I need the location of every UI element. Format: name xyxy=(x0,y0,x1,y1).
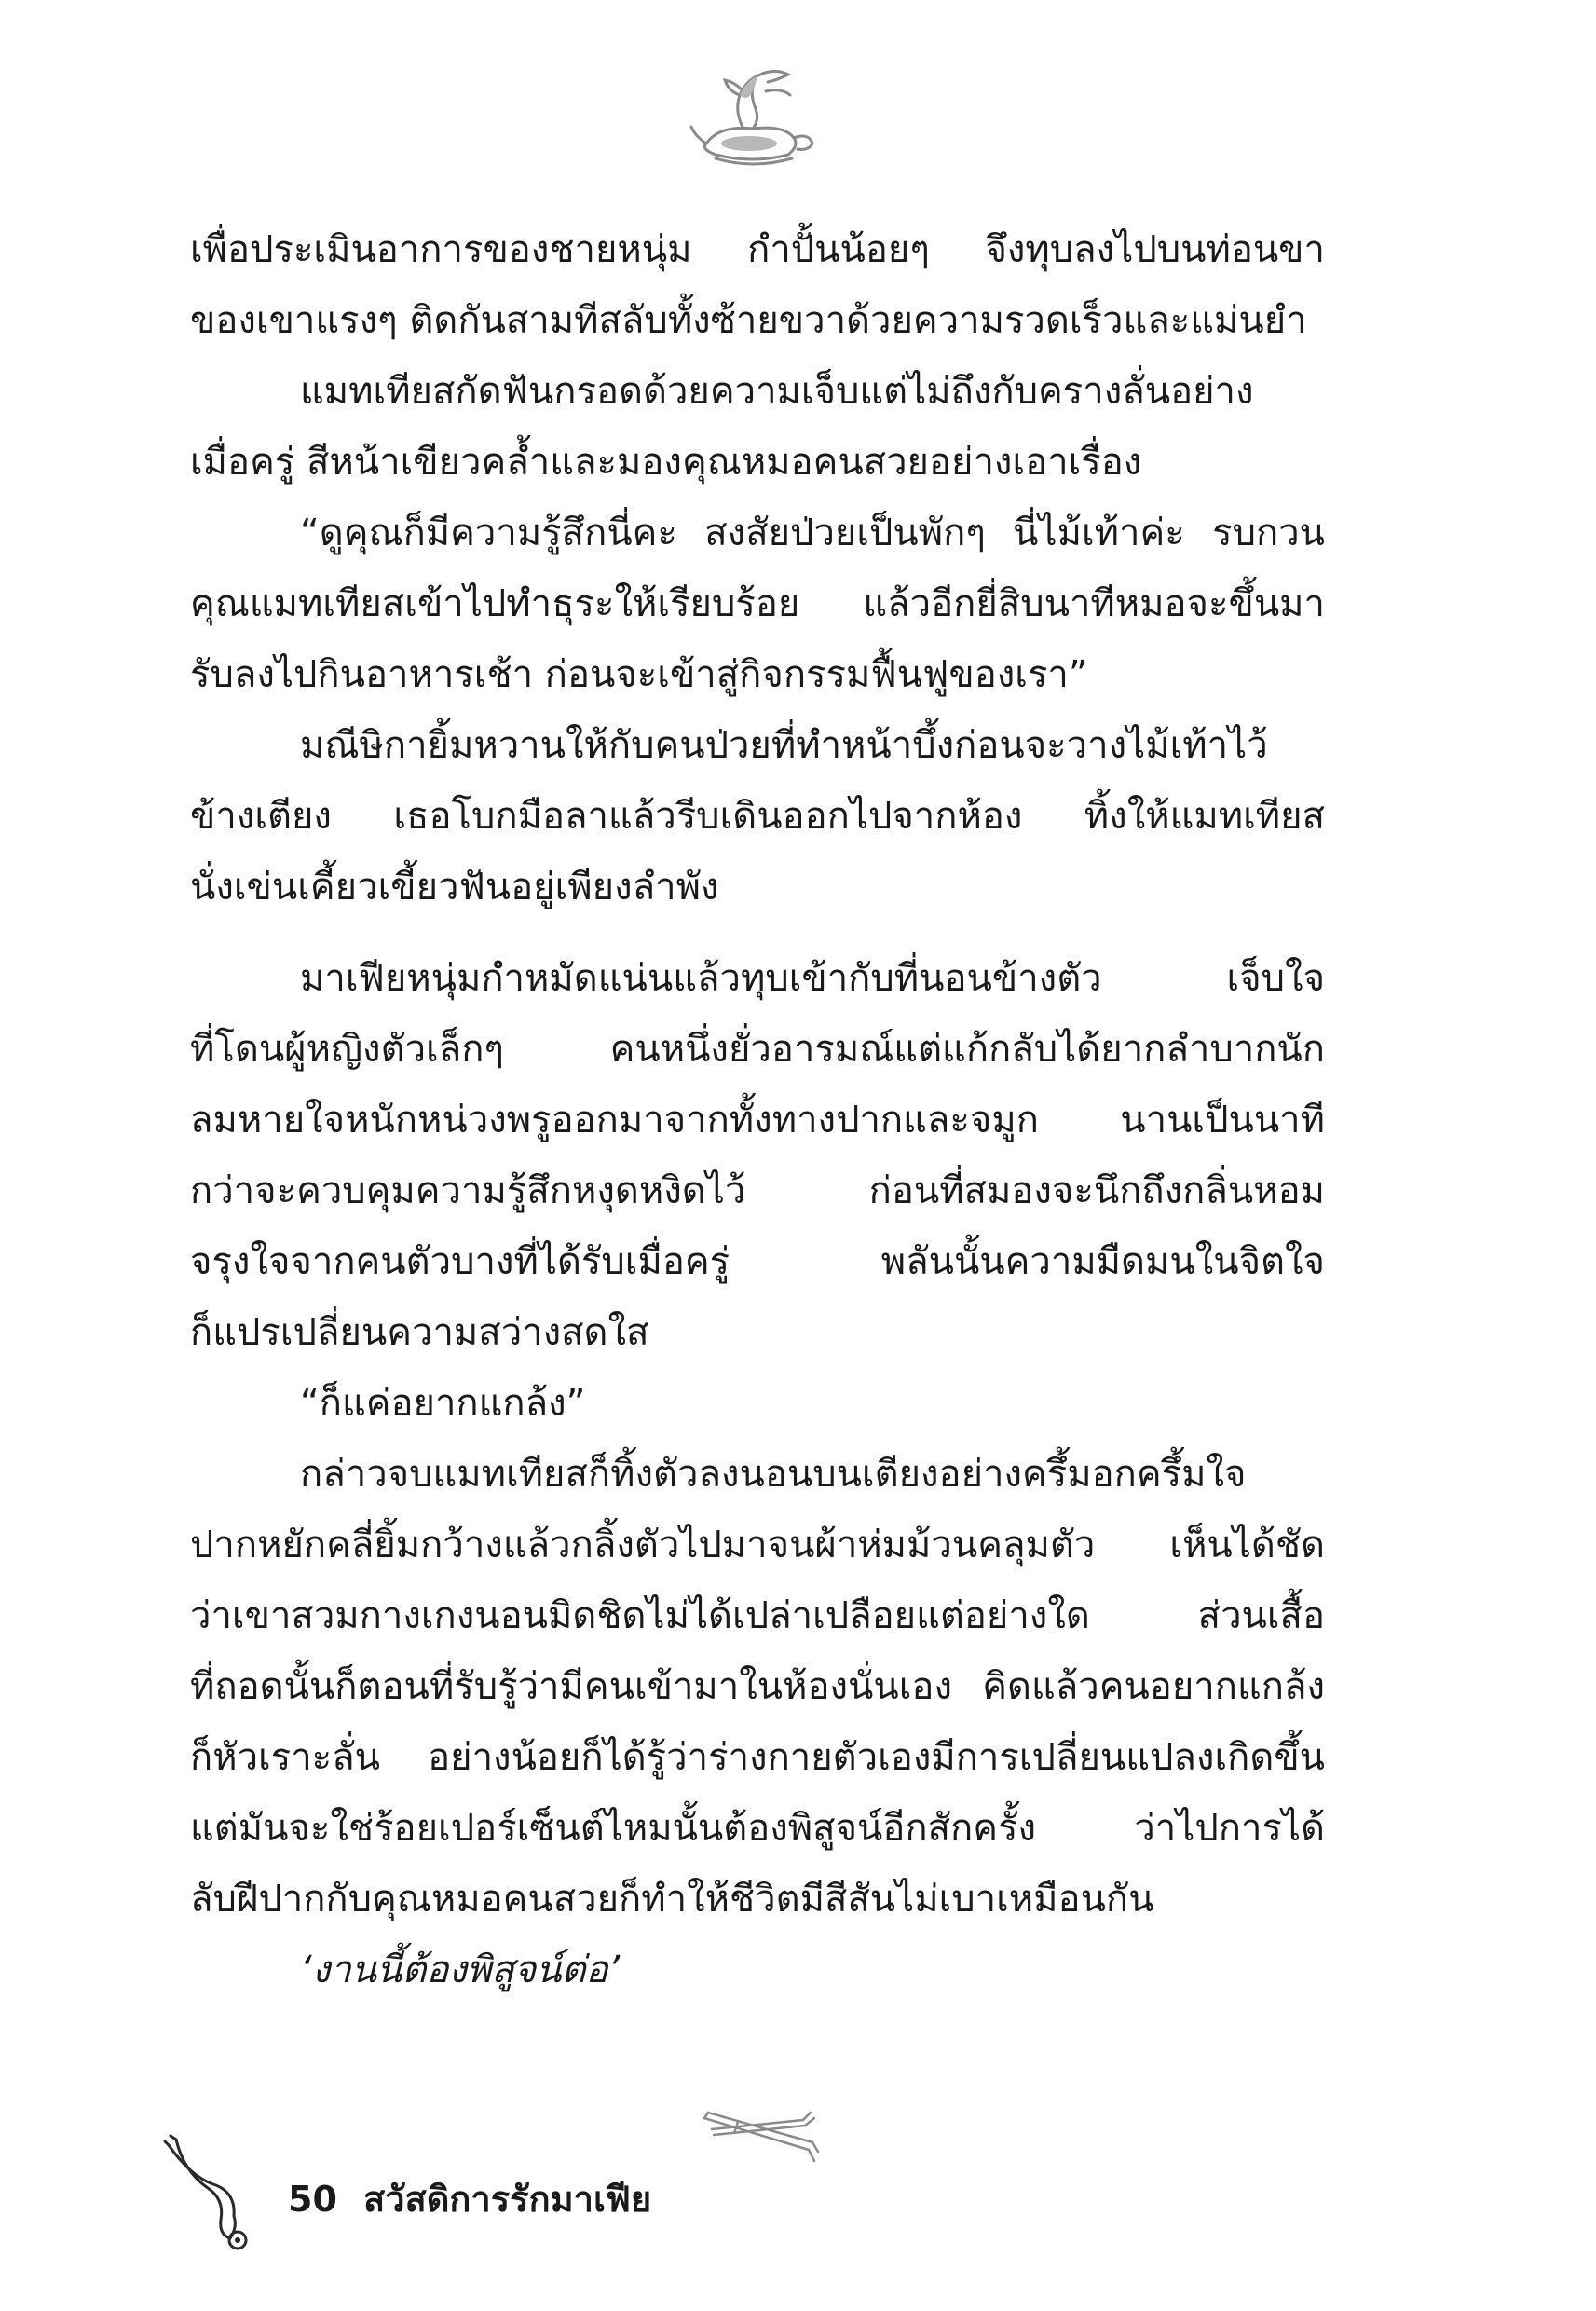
text-line: ลับฝีปากกับคุณหมอคนสวยก็ทำให้ชีวิตมีสีสันไม่เบาเหมือนกัน xyxy=(190,1878,1154,1921)
dialogue-line: “ก็แค่อยากแกล้ง” xyxy=(300,1382,586,1425)
text-line: คุณแมทเทียสเข้าไปทำธุระให้เรียบร้อย แล้วอีกยี่สิบนาทีหมอจะขึ้นมา xyxy=(190,582,1325,625)
text-line: ก็หัวเราะลั่น อย่างน้อยก็ได้รู้ว่าร่างกายตัวเองมีการเปลี่ยนแปลงเกิดขึ้น xyxy=(190,1736,1325,1779)
stethoscope-icon xyxy=(163,2134,266,2250)
text-line: ลมหายใจหนักหน่วงพรูออกมาจากทั้งทางปากและจมูก นานเป็นนาที xyxy=(190,1099,1325,1142)
text-line: นั่งเข่นเคี้ยวเขี้ยวฟันอยู่เพียงลำพัง xyxy=(190,866,719,909)
text-line: “ดูคุณก็มีความรู้สึกนี่คะ สงสัยป่วยเป็นพักๆ นี่ไม้เท้าค่ะ รบกวน xyxy=(300,512,1325,554)
text-line: ที่ถอดนั้นก็ตอนที่รับรู้ว่ามีคนเข้ามาในห้องนั่นเอง คิดแล้วคนอยากแกล้ง xyxy=(190,1665,1325,1708)
text-line: กว่าจะควบคุมความรู้สึกหงุดหงิดไว้ ก่อนที่สมองจะนึกถึงกลิ่นหอม xyxy=(190,1169,1325,1212)
text-line: ของเขาแรงๆ ติดกันสามทีสลับทั้งซ้ายขวาด้วยความรวดเร็วและแม่นยำ xyxy=(190,299,1307,342)
text-line: รับลงไปกินอาหารเช้า ก่อนจะเข้าสู่กิจกรรมฟื้นฟูของเรา” xyxy=(190,653,1088,696)
oil-lamp-icon xyxy=(688,54,818,175)
text-line: ก็แปรเปลี่ยนความสว่างสดใส xyxy=(190,1311,649,1354)
text-line: ว่าเขาสวมกางเกงนอนมิดชิดไม่ได้เปล่าเปลือยแต่อย่างใด ส่วนเสื้อ xyxy=(190,1594,1325,1637)
text-line: ปากหยักคลี่ยิ้มกว้างแล้วกลิ้งตัวไปมาจนผ้าห่มม้วนคลุมตัว เห็นได้ชัด xyxy=(190,1524,1325,1566)
text-line: จรุงใจจากคนตัวบางที่ได้รับเมื่อครู่ พลันนั้นความมืดมนในจิตใจ xyxy=(190,1240,1325,1283)
book-title: สวัสดิการรักมาเฟีย xyxy=(363,2179,652,2220)
text-line: ที่โดนผู้หญิงตัวเล็กๆ คนหนึ่งยั่วอารมณ์แต่แก้กลับได้ยากลำบากนัก xyxy=(190,1028,1325,1071)
page-footer xyxy=(163,2134,815,2255)
text-line: แมทเทียสกัดฟันกรอดด้วยความเจ็บแต่ไม่ถึงกับครางลั่นอย่าง xyxy=(300,370,1254,413)
text-line: เพื่อประเมินอาการของชายหนุ่ม กำปั้นน้อยๆ จึงทุบลงไปบนท่อนขา xyxy=(190,228,1325,271)
thought-line: ‘งานนี้ต้องพิสูจน์ต่อ’ xyxy=(300,1949,621,1991)
body-text xyxy=(190,214,1325,2005)
text-line: แต่มันจะใช่ร้อยเปอร์เซ็นต์ไหมนั้นต้องพิสูจน์อีกสักครั้ง ว่าไปการได้ xyxy=(190,1807,1325,1850)
text-line: กล่าวจบแมทเทียสก็ทิ้งตัวลงนอนบนเตียงอย่างครึ้มอกครึ้มใจ xyxy=(300,1453,1247,1496)
text-line: มาเฟียหนุ่มกำหมัดแน่นแล้วทุบเข้ากับที่นอนข้างตัว เจ็บใจ xyxy=(300,957,1325,1000)
text-line: มณีษิกายิ้มหวานให้กับคนป่วยที่ทำหน้าบึ้งก่อนจะวางไม้เท้าไว้ xyxy=(300,724,1268,767)
text-line: ข้างเตียง เธอโบกมือลาแล้วรีบเดินออกไปจากห้อง ทิ้งให้แมทเทียส xyxy=(190,795,1325,838)
page-number: 50 xyxy=(288,2179,337,2220)
text-line: เมื่อครู่ สีหน้าเขียวคล้ำและมองคุณหมอคนสวยอย่างเอาเรื่อง xyxy=(190,441,1142,484)
